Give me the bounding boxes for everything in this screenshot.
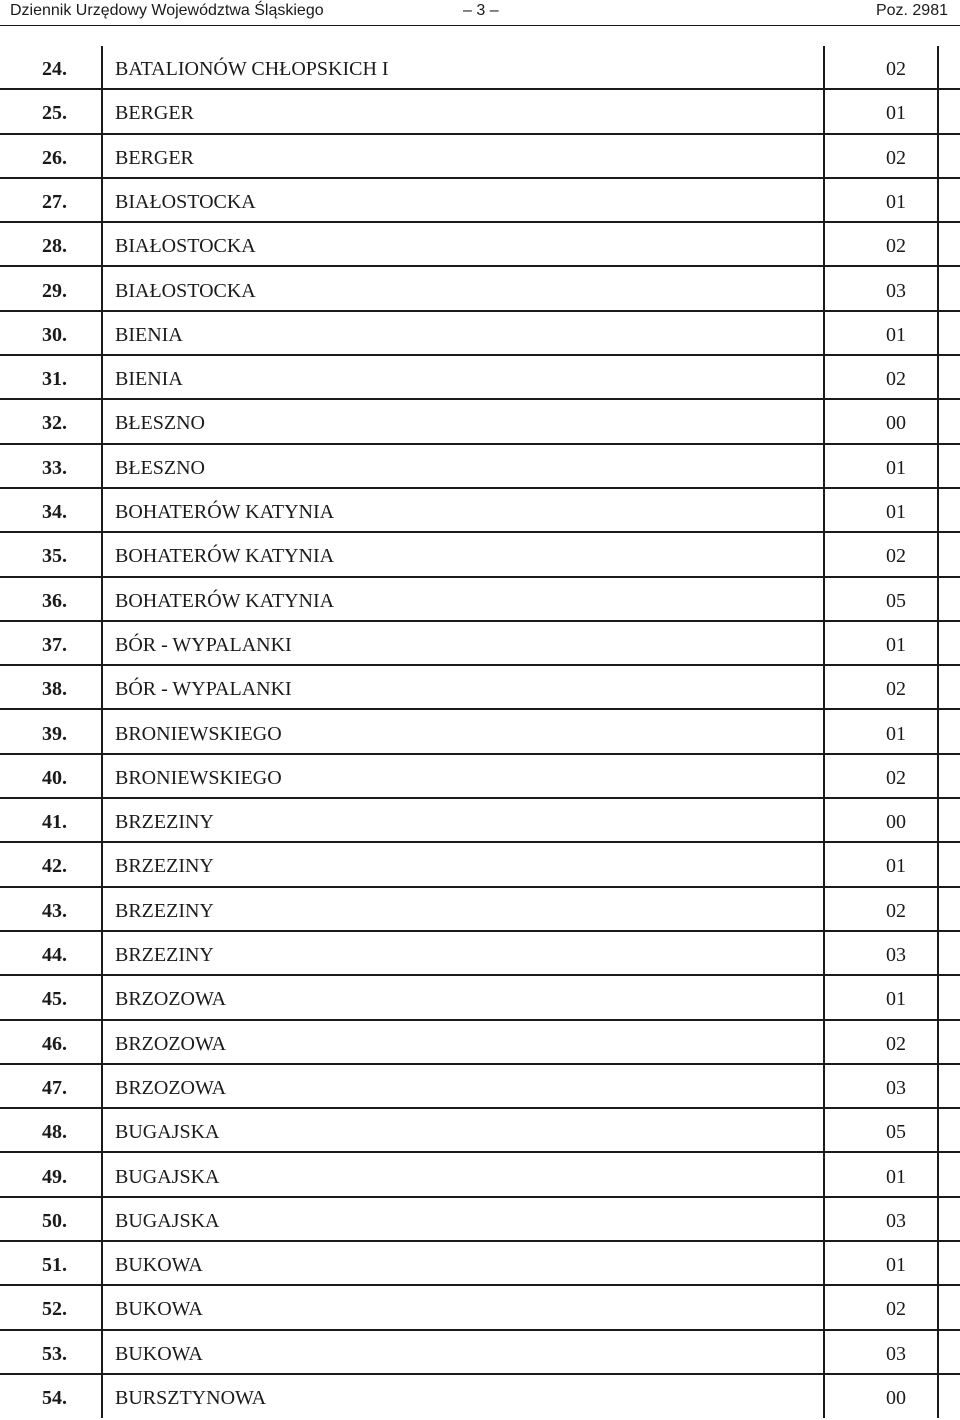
street-name: BRZEZINY — [115, 944, 214, 966]
row-rule — [0, 841, 960, 843]
row-rule — [0, 133, 960, 135]
row-rule — [0, 1329, 960, 1331]
street-name: BŁESZNO — [115, 412, 205, 435]
table-row — [0, 1375, 960, 1419]
row-rule — [0, 531, 960, 533]
table-row — [0, 843, 960, 887]
row-number-text: 34. — [42, 501, 67, 523]
row-number — [0, 1343, 96, 1366]
column-divider-right — [937, 46, 939, 1418]
row-number — [0, 191, 96, 214]
street-code: 02 — [886, 545, 906, 568]
table-row — [0, 223, 960, 267]
street-code: 01 — [886, 722, 906, 745]
row-number — [0, 678, 96, 701]
table-row — [0, 578, 960, 622]
table-row — [0, 799, 960, 843]
street-code: 01 — [886, 323, 906, 346]
street-code: 02 — [886, 1298, 906, 1321]
row-rule — [0, 487, 960, 489]
street-code: 02 — [886, 368, 906, 391]
row-number — [0, 1121, 96, 1144]
street-code: 02 — [886, 766, 906, 789]
table-row — [0, 46, 960, 90]
street-code: 02 — [886, 1032, 906, 1055]
street-code: 02 — [886, 235, 906, 258]
row-number-text: 42. — [42, 855, 67, 878]
table-row — [0, 1198, 960, 1242]
street-name: BOHATERÓW KATYNIA — [115, 545, 335, 568]
row-number-text: 25. — [42, 102, 67, 125]
table-row — [0, 179, 960, 223]
row-rule — [0, 1284, 960, 1286]
street-code: 01 — [886, 456, 906, 479]
row-number-text: 44. — [42, 944, 67, 966]
table-row — [0, 1109, 960, 1153]
row-number — [0, 412, 96, 435]
street-code: 03 — [886, 279, 906, 302]
street-name: BIAŁOSTOCKA — [115, 235, 256, 258]
row-number — [0, 545, 96, 568]
street-code: 01 — [886, 102, 906, 125]
table-row — [0, 711, 960, 755]
street-name: BIENIA — [115, 368, 183, 391]
street-name: BRZEZINY — [115, 855, 214, 878]
table-row — [0, 1021, 960, 1065]
column-divider-number — [101, 46, 103, 1418]
street-code: 01 — [886, 633, 906, 656]
street-code: 02 — [886, 678, 906, 701]
row-number-text: 36. — [42, 589, 67, 612]
row-number-text: 48. — [42, 1121, 67, 1144]
row-number — [0, 1077, 96, 1100]
row-rule — [0, 620, 960, 622]
table-row — [0, 1065, 960, 1109]
street-name: BUKOWA — [115, 1342, 203, 1365]
table-row — [0, 1331, 960, 1375]
table-row — [0, 1154, 960, 1198]
row-number — [0, 1210, 96, 1233]
row-rule — [0, 221, 960, 223]
table-row — [0, 1242, 960, 1286]
table-row — [0, 533, 960, 577]
row-number-text: 53. — [42, 1342, 67, 1365]
street-code: 01 — [886, 501, 906, 523]
row-number-text: 35. — [42, 545, 67, 568]
street-name: BERGER — [115, 146, 194, 169]
header-rule — [0, 25, 960, 26]
table-row — [0, 666, 960, 710]
row-number — [0, 634, 96, 657]
row-number-text: 39. — [42, 722, 67, 745]
row-rule — [0, 1019, 960, 1021]
table-row — [0, 268, 960, 312]
row-number-text: 40. — [42, 766, 67, 789]
row-rule — [0, 88, 960, 90]
street-code: 00 — [886, 412, 906, 435]
street-name: BURSZTYNOWA — [115, 1387, 267, 1409]
street-code: 00 — [886, 811, 906, 834]
row-number-text: 37. — [42, 633, 67, 656]
row-number-text: 43. — [42, 899, 67, 922]
street-code: 00 — [886, 1387, 906, 1409]
street-name: BRZOZOWA — [115, 1032, 227, 1055]
street-name: BRZOZOWA — [115, 1076, 227, 1099]
row-number — [0, 457, 96, 480]
row-rule — [0, 1373, 960, 1375]
street-name: BOHATERÓW KATYNIA — [115, 589, 335, 612]
row-number — [0, 58, 96, 81]
street-name: BIENIA — [115, 323, 183, 346]
street-code: 01 — [886, 988, 906, 1011]
table-row — [0, 90, 960, 134]
row-number-text: 31. — [42, 368, 67, 391]
row-number-text: 30. — [42, 323, 67, 346]
row-number — [0, 280, 96, 303]
street-name: BŁESZNO — [115, 456, 205, 479]
street-name: BATALIONÓW CHŁOPSKICH I — [115, 58, 389, 80]
row-number — [0, 147, 96, 170]
journal-title: Dziennik Urzędowy Województwa Śląskiego — [10, 2, 324, 19]
row-rule — [0, 664, 960, 666]
street-name: BRONIEWSKIEGO — [115, 722, 282, 745]
table-row — [0, 976, 960, 1020]
table-row — [0, 932, 960, 976]
table-row — [0, 489, 960, 533]
street-name: BIAŁOSTOCKA — [115, 279, 256, 302]
row-number — [0, 1254, 96, 1277]
street-name: BUGAJSKA — [115, 1209, 220, 1232]
row-rule — [0, 1107, 960, 1109]
row-number — [0, 855, 96, 878]
row-rule — [0, 1240, 960, 1242]
row-rule — [0, 1196, 960, 1198]
row-number-text: 24. — [42, 58, 67, 80]
street-code: 03 — [886, 1342, 906, 1365]
row-number — [0, 590, 96, 613]
table-row — [0, 888, 960, 932]
row-rule — [0, 265, 960, 267]
row-number — [0, 501, 96, 524]
row-number-text: 32. — [42, 412, 67, 435]
street-code: 01 — [886, 1254, 906, 1277]
row-number — [0, 988, 96, 1011]
page-header — [0, 0, 960, 26]
row-number-text: 38. — [42, 678, 67, 701]
row-number — [0, 235, 96, 258]
row-number-text: 49. — [42, 1165, 67, 1188]
row-rule — [0, 1063, 960, 1065]
row-number — [0, 900, 96, 923]
street-code: 02 — [886, 146, 906, 169]
row-number-text: 50. — [42, 1209, 67, 1232]
row-number-text: 26. — [42, 146, 67, 169]
row-number-text: 41. — [42, 811, 67, 834]
row-rule — [0, 354, 960, 356]
row-number-text: 51. — [42, 1254, 67, 1277]
row-number-text: 45. — [42, 988, 67, 1011]
row-number — [0, 1298, 96, 1321]
row-number-text: 29. — [42, 279, 67, 302]
table-row — [0, 622, 960, 666]
street-name: BUKOWA — [115, 1298, 203, 1321]
table-row — [0, 445, 960, 489]
row-number — [0, 1166, 96, 1189]
row-rule — [0, 974, 960, 976]
row-number — [0, 723, 96, 746]
row-number — [0, 1387, 96, 1410]
street-code: 03 — [886, 944, 906, 966]
street-code: 05 — [886, 589, 906, 612]
row-number-text: 33. — [42, 456, 67, 479]
row-rule — [0, 576, 960, 578]
row-rule — [0, 930, 960, 932]
page-number: – 3 – — [463, 2, 499, 19]
row-number — [0, 1033, 96, 1056]
row-rule — [0, 1151, 960, 1153]
street-name: BRZEZINY — [115, 899, 214, 922]
row-number — [0, 811, 96, 834]
row-number-text: 54. — [42, 1387, 67, 1409]
row-number-text: 27. — [42, 190, 67, 213]
row-number-text: 28. — [42, 235, 67, 258]
row-rule — [0, 443, 960, 445]
row-rule — [0, 398, 960, 400]
street-name: BÓR - WYPALANKI — [115, 633, 292, 656]
street-name: BUKOWA — [115, 1254, 203, 1277]
street-name: BÓR - WYPALANKI — [115, 678, 292, 701]
row-rule — [0, 177, 960, 179]
street-name: BOHATERÓW KATYNIA — [115, 501, 335, 523]
street-name: BRZOZOWA — [115, 988, 227, 1011]
row-number — [0, 944, 96, 967]
table-row — [0, 356, 960, 400]
row-number — [0, 324, 96, 347]
street-name: BIAŁOSTOCKA — [115, 190, 256, 213]
position-number: Poz. 2981 — [875, 2, 948, 19]
row-rule — [0, 753, 960, 755]
row-rule — [0, 708, 960, 710]
street-name: BERGER — [115, 102, 194, 125]
table-row — [0, 312, 960, 356]
street-name: BRONIEWSKIEGO — [115, 766, 282, 789]
street-code: 01 — [886, 190, 906, 213]
table-row — [0, 1286, 960, 1330]
street-name: BUGAJSKA — [115, 1121, 220, 1144]
street-code: 03 — [886, 1209, 906, 1232]
row-number-text: 47. — [42, 1076, 67, 1099]
row-number — [0, 368, 96, 391]
table-row — [0, 755, 960, 799]
row-number — [0, 767, 96, 790]
row-rule — [0, 310, 960, 312]
row-number-text: 46. — [42, 1032, 67, 1055]
street-code: 01 — [886, 1165, 906, 1188]
row-number-text: 52. — [42, 1298, 67, 1321]
street-name: BUGAJSKA — [115, 1165, 220, 1188]
row-rule — [0, 797, 960, 799]
street-code: 02 — [886, 58, 906, 80]
street-code: 03 — [886, 1076, 906, 1099]
table-row — [0, 400, 960, 444]
street-name: BRZEZINY — [115, 811, 214, 834]
street-code: 05 — [886, 1121, 906, 1144]
street-code: 01 — [886, 855, 906, 878]
column-divider-code — [823, 46, 825, 1418]
row-rule — [0, 886, 960, 888]
street-code: 02 — [886, 899, 906, 922]
row-number — [0, 102, 96, 125]
street-table — [0, 46, 960, 1418]
table-row — [0, 135, 960, 179]
